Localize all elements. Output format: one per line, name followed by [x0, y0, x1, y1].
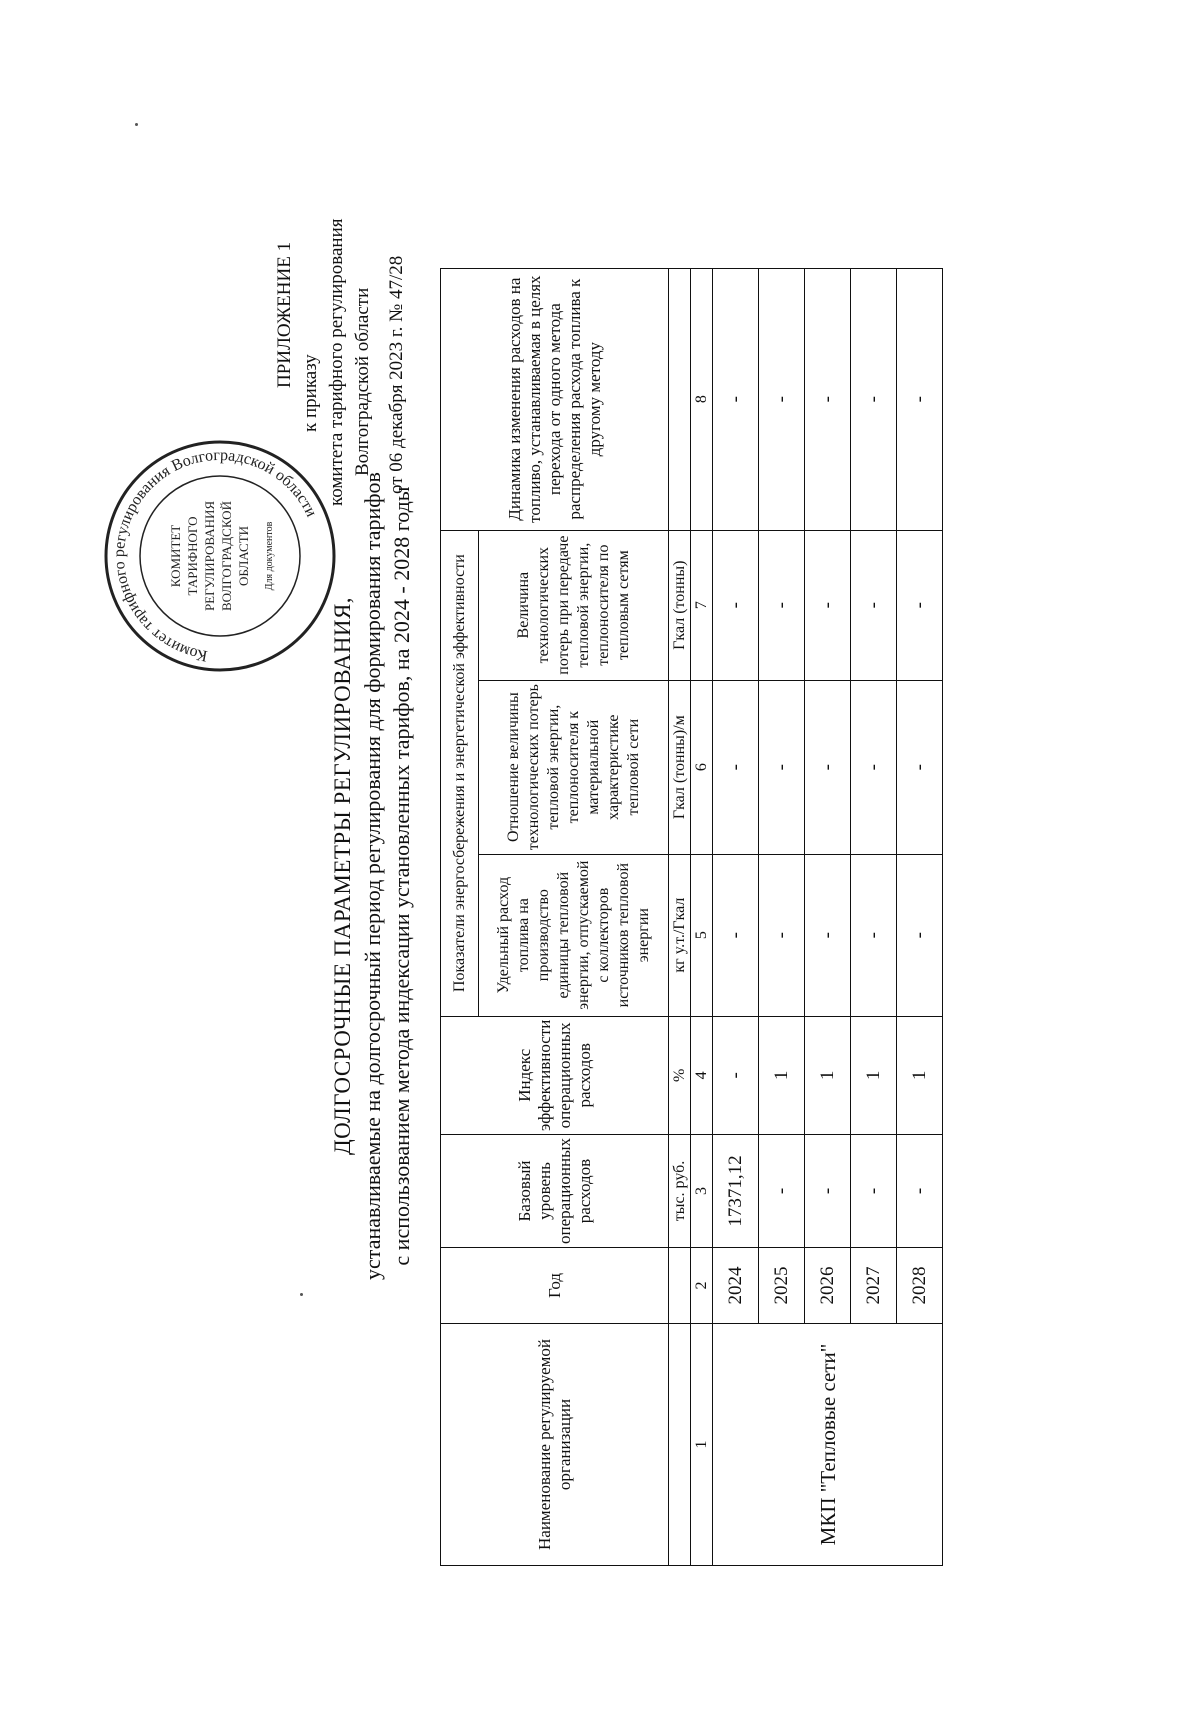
losses-cell: -	[805, 530, 851, 680]
seal-ring-text: Комитет тарифного регулирования Волгоградской области	[110, 446, 320, 665]
base-cell: -	[759, 1135, 805, 1248]
index-cell: 1	[897, 1016, 943, 1134]
units-row	[669, 268, 691, 1565]
year-cell: 2028	[897, 1248, 943, 1324]
unit-cell: Гкал (тонны)/м	[669, 680, 691, 854]
appendix-region: Волгоградской области	[352, 287, 373, 476]
year-cell: 2024	[713, 1248, 759, 1324]
header-dynamics: Динамика изменения расходов на топливо, устанавливаемая в целях перехода от одного метода распределения расхода топлива к другому методу	[441, 268, 669, 530]
fuel-cell: -	[759, 854, 805, 1016]
column-number: 2	[691, 1248, 713, 1324]
index-cell: -	[713, 1016, 759, 1134]
header-ratio: Отношение величины технологических потерь тепловой энергии, теплоносителя к материальной характеристике тепловой сети	[479, 680, 669, 854]
seal-line-2: ТАРИФНОГО	[185, 516, 200, 596]
column-number: 7	[691, 530, 713, 680]
fuel-cell: -	[805, 854, 851, 1016]
seal-line-5: ОБЛАСТИ	[236, 525, 251, 587]
table-row	[713, 268, 759, 1565]
column-number: 8	[691, 268, 713, 530]
unit-cell	[669, 268, 691, 530]
column-number: 5	[691, 854, 713, 1016]
header-fuel: Удельный расход топлива на производство единицы тепловой энергии, отпускаемой с коллекторов источников тепловой энергии	[479, 854, 669, 1016]
dynamics-cell: -	[851, 268, 897, 530]
appendix-order-ref: к приказу	[300, 354, 321, 432]
column-number: 1	[691, 1324, 713, 1566]
header-base: Базовый уровень операционных расходов	[441, 1135, 669, 1248]
dynamics-cell: -	[805, 268, 851, 530]
index-cell: 1	[805, 1016, 851, 1134]
column-numbers-row	[691, 268, 713, 1565]
ratio-cell: -	[805, 680, 851, 854]
losses-cell: -	[759, 530, 805, 680]
column-number: 6	[691, 680, 713, 854]
seal-line-3: РЕГУЛИРОВАНИЯ	[202, 500, 217, 612]
unit-cell: Гкал (тонны)	[669, 530, 691, 680]
parameters-table	[440, 268, 943, 1566]
unit-cell	[669, 1248, 691, 1324]
appendix-committee: комитета тарифного регулирования	[326, 218, 347, 506]
organization-name: МКП "Тепловые сети"	[713, 1324, 943, 1566]
index-cell: 1	[759, 1016, 805, 1134]
fuel-cell: -	[713, 854, 759, 1016]
seal-line-4: ВОЛГОГРАДСКОЙ	[219, 501, 234, 611]
ratio-cell: -	[851, 680, 897, 854]
appendix-date: от 06 декабря 2023 г. № 47/28	[386, 255, 407, 494]
seal-line-6: Для документов	[264, 521, 275, 591]
dynamics-cell: -	[897, 268, 943, 530]
header-energy-group: Показатели энергосбережения и энергетической эффективности	[441, 530, 479, 1016]
losses-cell: -	[713, 530, 759, 680]
fuel-cell: -	[851, 854, 897, 1016]
scan-speck	[135, 123, 138, 126]
unit-cell: тыс. руб.	[669, 1135, 691, 1248]
seal-line-1: КОМИТЕТ	[168, 524, 183, 588]
header-index: Индекс эффективности операционных расходов	[441, 1016, 669, 1134]
title-main: ДОЛГОСРОЧНЫЕ ПАРАМЕТРЫ РЕГУЛИРОВАНИЯ,	[330, 596, 355, 1156]
column-number: 3	[691, 1135, 713, 1248]
base-cell: -	[805, 1135, 851, 1248]
year-cell: 2025	[759, 1248, 805, 1324]
title-sub-1: устанавливаемые на долгосрочный период регулирования для формирования тарифов	[360, 472, 385, 1280]
official-seal	[100, 436, 340, 676]
losses-cell: -	[897, 530, 943, 680]
column-number: 4	[691, 1016, 713, 1134]
index-cell: 1	[851, 1016, 897, 1134]
header-year: Год	[441, 1248, 669, 1324]
base-cell: -	[897, 1135, 943, 1248]
scan-speck	[300, 1293, 303, 1296]
header-org: Наименование регулируемой организации	[441, 1324, 669, 1566]
header-losses: Величина технологических потерь при передаче тепловой энергии, теплоносителя по тепловым сетям	[479, 530, 669, 680]
dynamics-cell: -	[713, 268, 759, 530]
base-cell: 17371,12	[713, 1135, 759, 1248]
appendix-title: ПРИЛОЖЕНИЕ 1	[274, 241, 295, 388]
unit-cell	[669, 1324, 691, 1566]
fuel-cell: -	[897, 854, 943, 1016]
title-sub-2: с использованием метода индексации установленных тарифов, на 2024 - 2028 годы	[389, 486, 414, 1266]
year-cell: 2027	[851, 1248, 897, 1324]
dynamics-cell: -	[759, 268, 805, 530]
seal-graphic	[100, 436, 340, 676]
unit-cell: %	[669, 1016, 691, 1134]
ratio-cell: -	[897, 680, 943, 854]
unit-cell: кг у.т./Гкал	[669, 854, 691, 1016]
year-cell: 2026	[805, 1248, 851, 1324]
ratio-cell: -	[713, 680, 759, 854]
document-title	[328, 216, 416, 1536]
base-cell: -	[851, 1135, 897, 1248]
losses-cell: -	[851, 530, 897, 680]
ratio-cell: -	[759, 680, 805, 854]
